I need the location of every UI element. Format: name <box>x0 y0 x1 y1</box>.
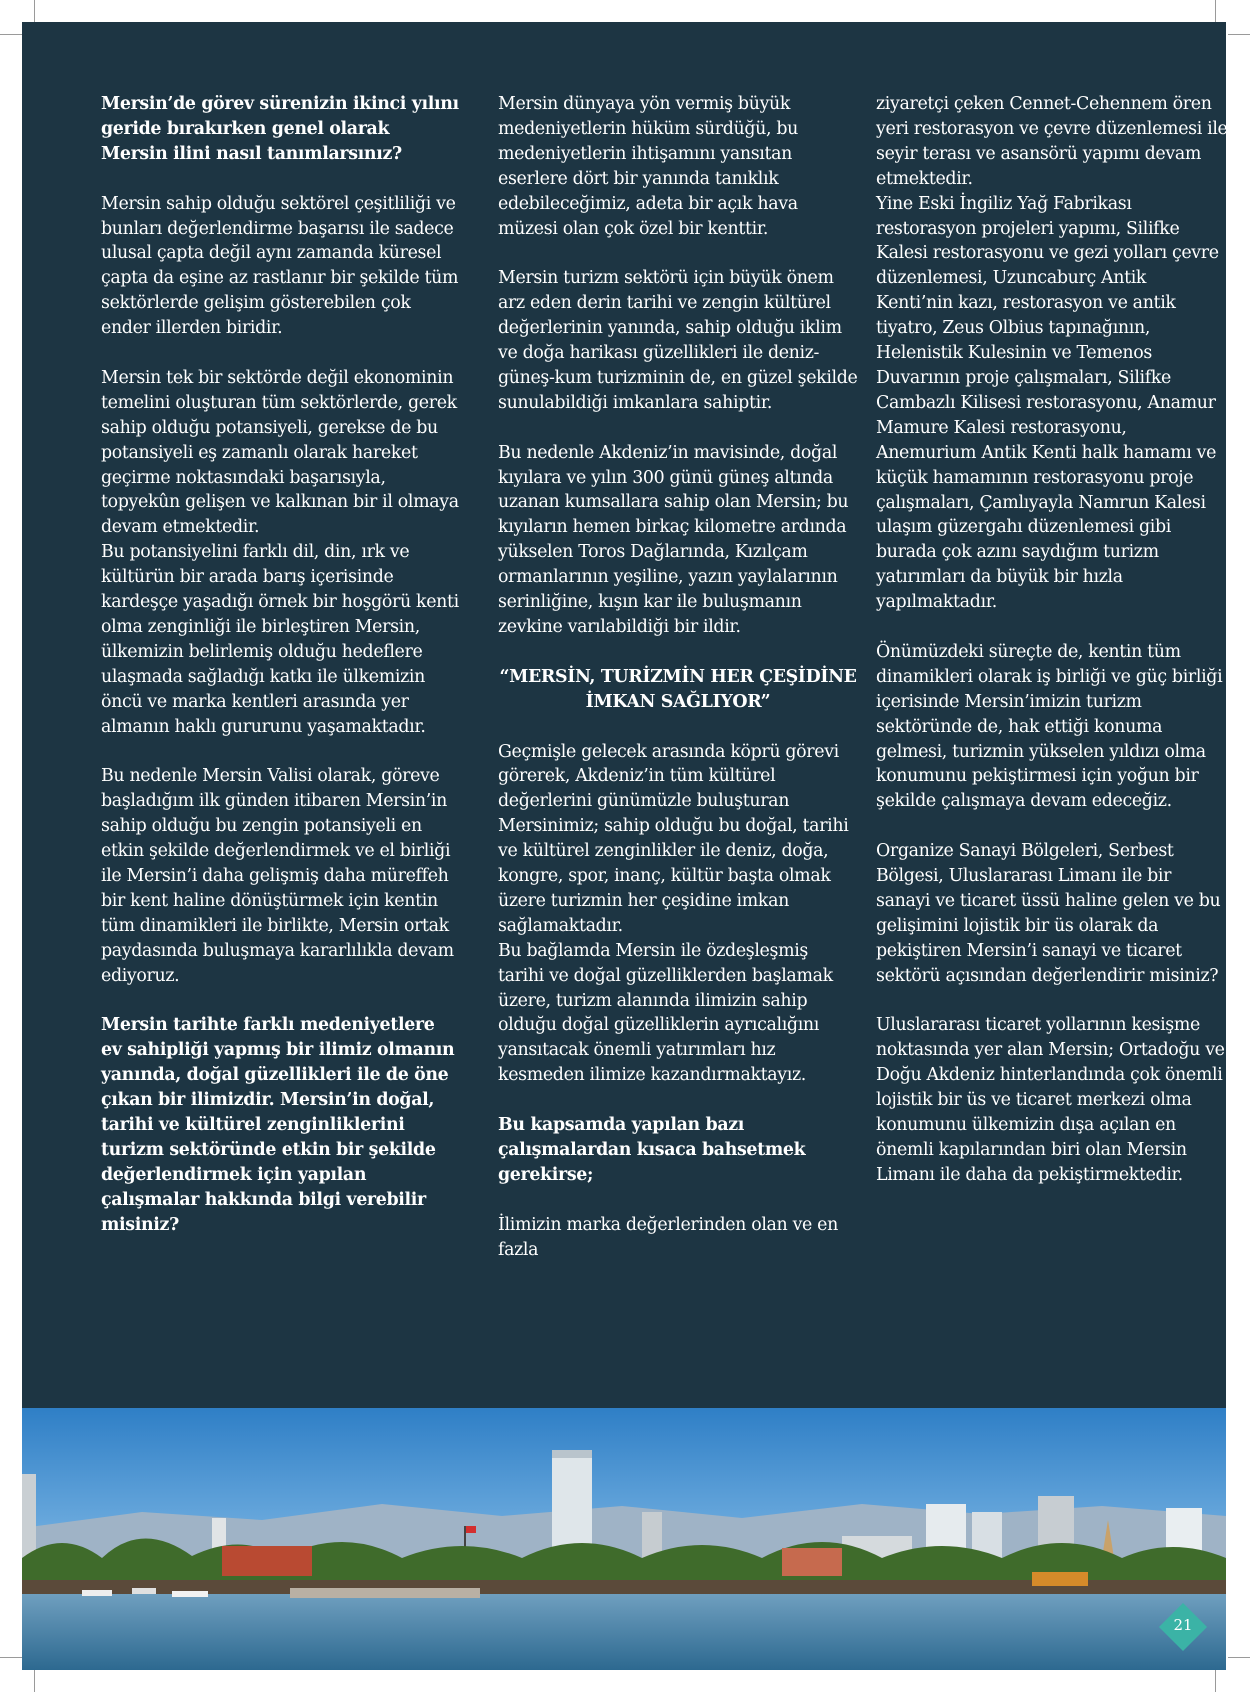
text-column-1 <box>101 92 459 1263</box>
paragraph: Yine Eski İngiliz Yağ Fabrikası restorasyon projeleri yapımı, Silifke Kalesi restorasyonu ve gezi yolları çevre düzenlemesi, Uzuncaburç Antik Kenti’nin kazı, restorasyon ve antik tiyatro, Zeus Olbius tapınağının, Helenistik Kulesinin ve Temenos Duvarının proje çalışmaları, Silifke Cambazlı Kilisesi restorasyonu, Anamur Mamure Kalesi restorasyonu, Anemurium Antik Kenti halk hamamı ve küçük hamamının restorasyonu proje çalışmaları, Çamlıyayla Namrun Kalesi ulaşım güzergahı düzenlemesi gibi burada çok azını saydığım turizm yatırımları da büyük bir hızla yapılmaktadır. <box>876 193 1219 613</box>
mersin-coastline-photo <box>22 1408 1226 1670</box>
article-panel <box>22 22 1226 1408</box>
crop-mark <box>1228 1657 1250 1658</box>
paragraph: ziyaretçi çeken Cennet-Cehennem ören yeri restorasyon ve çevre düzenlemesi ile seyir terası ve asansörü yapımı devam etmektedir. <box>876 94 1228 189</box>
page-number-badge <box>1159 1603 1207 1651</box>
paragraph: Mersin dünyaya yön vermiş büyük medeniyetlerin hüküm sürdüğü, bu medeniyetlerin ihtişamını yansıtan eserlere dört bir yanında tanıklık edebileceğimiz, adeta bir açık hava müzesi olan çok özel bir kenttir. <box>498 94 798 239</box>
crop-mark <box>1228 34 1250 35</box>
paragraph: İlimizin marka değerlerinden olan ve en fazla <box>498 1214 838 1260</box>
page-number: 21 <box>1173 1616 1193 1634</box>
section-heading: “MERSİN, TURİZMİN HER ÇEŞİDİNE İMKAN SAĞLIYOR” <box>499 666 857 712</box>
paragraph: Bu potansiyelini farklı dil, din, ırk ve kültürün bir arada barış içerisinde kardeşçe yaşadığı örnek bir hoşgörü kenti olma zenginliği ile birleştiren Mersin, ülkemizin belirlemiş olduğu hedeflere ulaşmada sağladığı katkı ile ülkemizin öncü ve marka kentleri arasında yer almanın haklı gururunu yaşamaktadır. <box>101 542 459 737</box>
paragraph: Geçmişle gelecek arasında köprü görevi görerek, Akdeniz’in tüm kültürel değerlerini günümüzle buluşturan Mersinimiz; sahip olduğu bu doğal, tarihi ve kültürel zenginlikler ile deniz, doğa, kongre, spor, inanç, kültür başta olmak üzere turizmin her çeşidine imkan sağlamaktadır. <box>498 741 849 936</box>
question-paragraph: Bu kapsamda yapılan bazı çalışmalardan kısaca bahsetmek gerekirse; <box>498 1115 806 1185</box>
question-paragraph: Mersin’de görev sürenizin ikinci yılını geride bırakırken genel olarak Mersin ilini nasıl tanımlarsınız? <box>101 94 459 164</box>
text-column-3 <box>876 92 1228 1213</box>
crop-mark <box>1215 1670 1216 1692</box>
paragraph: Mersin tek bir sektörde değil ekonominin temelini oluşturan tüm sektörlerde, gerek sahip olduğu potansiyeli, gerekse de bu potansiyeli eş zamanlı olarak hareket geçirme noktasındaki başarısıyla, topyekûn gelişen ve kalkınan bir il olmaya devam etmektedir. <box>101 367 459 538</box>
question-paragraph: Mersin tarihte farklı medeniyetlere ev sahipliği yapmış bir ilimiz olmanın yanında, doğal güzellikleri ile de öne çıkan bir ilimizdir. Mersin’in doğal, tarihi ve kültürel zenginliklerini turizm sektöründe etkin bir şekilde değerlendirmek için yapılan çalışmalar hakkında bilgi verebilir misiniz? <box>101 1015 455 1235</box>
crop-mark <box>0 1657 22 1658</box>
paragraph: Uluslararası ticaret yollarının kesişme noktasında yer alan Mersin; Ortadoğu ve Doğu Akdeniz hinterlandında çok önemli lojistik bir üs ve ticaret merkezi olma konumunu ülkemizin dışa açılan en önemli kapılarından biri olan Mersin Limanı ile daha da pekiştirmektedir. <box>876 1015 1225 1185</box>
crop-mark <box>0 34 22 35</box>
text-column-2 <box>498 92 858 1287</box>
paragraph: Organize Sanayi Bölgeleri, Serbest Bölgesi, Uluslararası Limanı ile bir sanayi ve ticaret üssü haline gelen ve bu gelişimini lojistik bir üs olarak da pekiştiren Mersin’i sanayi ve ticaret sektörü açısından değerlendirir misiniz? <box>876 841 1221 986</box>
crop-mark <box>34 0 35 22</box>
crop-mark <box>34 1670 35 1692</box>
paragraph: Bu nedenle Mersin Valisi olarak, göreve başladığım ilk günden itibaren Mersin’in sahip olduğu bu zengin potansiyeli en etkin şekilde değerlendirmek ve el birliği ile Mersin’i daha gelişmiş daha müreffeh bir kent haline dönüştürmek için kentin tüm dinamikleri ile birlikte, Mersin ortak paydasında buluşmaya kararlılıkla devam ediyoruz. <box>101 766 454 986</box>
paragraph: Önümüzdeki süreçte de, kentin tüm dinamikleri olarak iş birliği ve güç birliği içerisinde Mersin’imizin turizm sektöründe de, hak ettiği konuma gelmesi, turizmin yükselen yıldızı olma konumunu pekiştirmesi için yoğun bir şekilde çalışmaya devam edeceğiz. <box>876 641 1223 812</box>
paragraph: Mersin turizm sektörü için büyük önem arz eden derin tarihi ve zengin kültürel değerlerinin yanında, sahip olduğu iklim ve doğa harikası güzellikleri ile deniz-güneş-kum turizminin de, en güzel şekilde sunulabildiği imkanlara sahiptir. <box>498 268 858 413</box>
paragraph: Bu nedenle Akdeniz’in mavisinde, doğal kıyılara ve yılın 300 günü güneş altında uzanan kumsallara sahip olan Mersin; bu kıyıların hemen birkaç kilometre ardında yükselen Toros Dağlarında, Kızılçam ormanlarının yeşiline, yazın yaylalarının serinliğine, kışın kar ile buluşmanın zevkine varılabildiği bir ildir. <box>498 442 849 637</box>
crop-mark <box>1215 0 1216 22</box>
paragraph: Bu bağlamda Mersin ile özdeşleşmiş tarihi ve doğal güzelliklerden başlamak üzere, turizm alanında ilimizin sahip olduğu doğal güzelliklerin ayrıcalığını yansıtacak önemli yatırımları hız kesmeden ilimize kazandırmaktayız. <box>498 940 833 1086</box>
paragraph: Mersin sahip olduğu sektörel çeşitliliği ve bunları değerlendirme başarısı ile sadece ulusal çapta değil aynı zamanda küresel çapta da eşine az rastlanır bir şekilde tüm sektörlerde gelişim gösterebilen çok ender illerden biridir. <box>101 193 459 339</box>
